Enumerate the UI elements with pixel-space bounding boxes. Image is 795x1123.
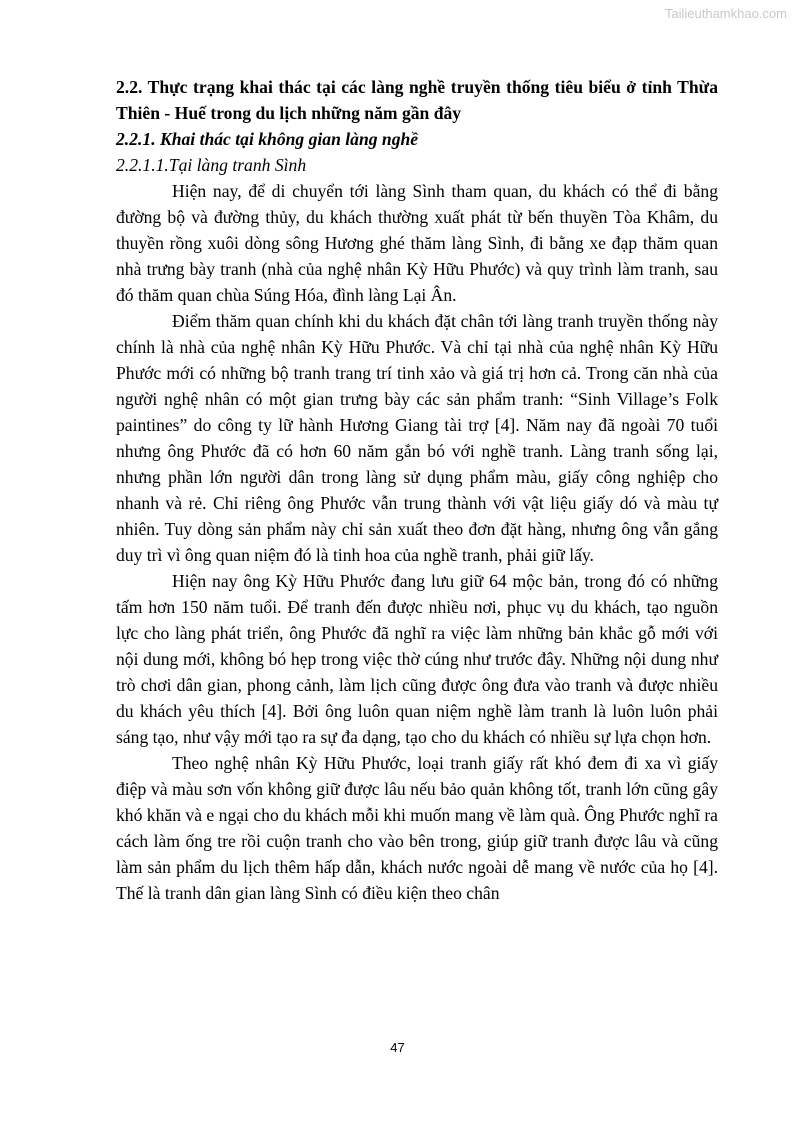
subsection-heading: 2.2.1. Khai thác tại không gian làng nghề (116, 129, 419, 149)
watermark: Tailieuthamkhao.com (664, 6, 787, 21)
paragraph: Theo nghệ nhân Kỳ Hữu Phước, loại tranh giấy rất khó đem đi xa vì giấy điệp và màu sơn vốn không giữ được lâu nếu bảo quản không tốt, tranh lớn cũng gây khó khăn và e ngại cho du khách mỗi khi muốn mang về làm quà. Ông Phước nghĩ ra cách làm ống tre rồi cuộn tranh cho vào bên trong, giúp giữ tranh được lâu và cũng làm sản phẩm du lịch thêm hấp dẫn, khách nước ngoài dễ mang về nước của họ [4]. Thế là tranh dân gian làng Sình có điều kiện theo chân (116, 753, 718, 903)
subsubsection-heading: 2.2.1.1.Tại làng tranh Sình (116, 155, 307, 175)
paragraph: Hiện nay ông Kỳ Hữu Phước đang lưu giữ 64 mộc bản, trong đó có những tấm hơn 150 năm tuổi. Để tranh đến được nhiều nơi, phục vụ du khách, tạo nguồn lực cho làng phát triển, ông Phước đã nghĩ ra việc làm những bản khắc gỗ mới với nội dung mới, không bó hẹp trong việc thờ cúng như trước đây. Những nội dung như trò chơi dân gian, phong cảnh, làm lịch cũng được ông đưa vào tranh và được nhiều du khách yêu thích [4]. Bởi ông luôn quan niệm nghề làm tranh là luôn luôn phải sáng tạo, như vậy mới tạo ra sự đa dạng, tạo cho du khách có nhiều sự lựa chọn hơn. (116, 571, 718, 747)
paragraph: Hiện nay, để di chuyển tới làng Sình tham quan, du khách có thể đi bằng đường bộ và đường thủy, du khách thường xuất phát từ bến thuyền Tòa Khâm, du thuyền rồng xuôi dòng sông Hương ghé thăm làng Sình, đi bằng xe đạp thăm quan nhà trưng bày tranh (nhà của nghệ nhân Kỳ Hữu Phước) và quy trình làm tranh, sau đó thăm quan chùa Súng Hóa, đình làng Lại Ân. (116, 181, 718, 305)
paragraph: Điểm thăm quan chính khi du khách đặt chân tới làng tranh truyền thống này chính là nhà của nghệ nhân Kỳ Hữu Phước. Và chỉ tại nhà của nghệ nhân Kỳ Hữu Phước mới có những bộ tranh trang trí tinh xảo và giá trị hơn cả. Trong căn nhà của người nghệ nhân có một gian trưng bày các sản phẩm tranh: “Sinh Village’s Folk paintines” do công ty lữ hành Hương Giang tài trợ [4]. Năm nay đã ngoài 70 tuổi nhưng ông Phước đã có hơn 60 năm gắn bó với nghề tranh. Làng tranh sống lại, nhưng phần lớn người dân trong làng sử dụng phẩm màu, giấy công nghiệp cho nhanh và rẻ. Chỉ riêng ông Phước vẫn trung thành với vật liệu giấy dó và màu tự nhiên. Tuy dòng sản phẩm này chỉ sản xuất theo đơn đặt hàng, nhưng ông vẫn gắng duy trì vì ông quan niệm đó là tinh hoa của nghề tranh, phải giữ lấy. (116, 311, 718, 565)
page-number: 47 (390, 1040, 405, 1055)
document-body (116, 74, 718, 906)
section-heading: 2.2. Thực trạng khai thác tại các làng nghề truyền thống tiêu biểu ở tỉnh Thừa Thiên - Huế trong du lịch những năm gần đây (116, 77, 718, 123)
